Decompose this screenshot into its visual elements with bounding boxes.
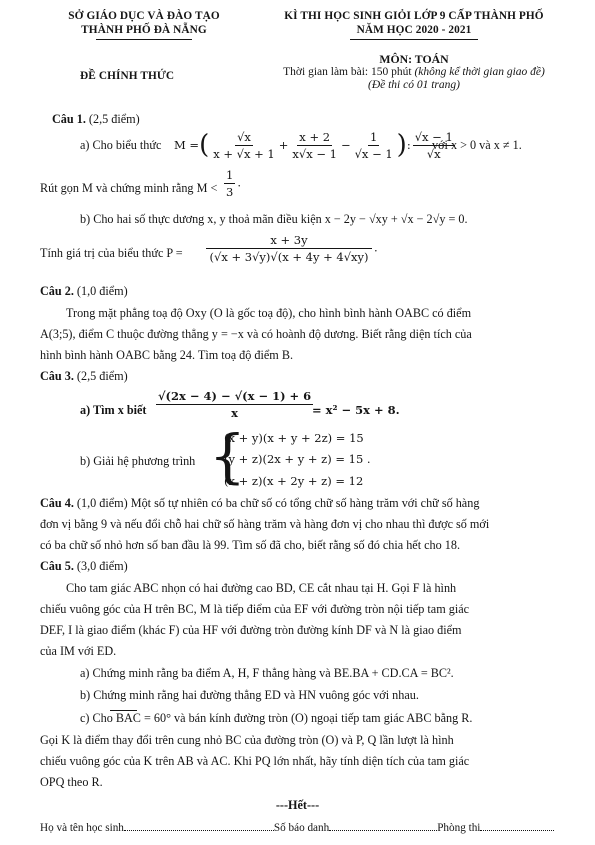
q2-heading [40, 284, 128, 299]
q5-heading [40, 559, 128, 574]
q2-title: Câu 2. [40, 284, 74, 298]
q3-heading [40, 369, 128, 384]
q1-a-prefix: a) Cho biểu thức [80, 138, 162, 152]
system-eq-3: (x + z)(x + 2y + z) = 12 [224, 474, 364, 488]
q4-line-3: có ba chữ số nhỏ hơn số ban đầu là 99. Tìm số đã cho, biết rằng số đó chia hết cho 18. [40, 538, 461, 552]
exam-room-label: Phòng thi [437, 822, 481, 834]
department-line-1: SỞ GIÁO DỤC VÀ ĐÀO TẠO [68, 10, 220, 22]
q3-points: (2,5 điểm) [73, 369, 128, 383]
q5-part-c-line-2: Gọi K là điểm thay đổi trên cung nhỏ BC của đường tròn (O) và P, Q lần lượt là hình [40, 733, 454, 747]
q5-part-c-line-3: chiếu vuông góc của K trên AB và AC. Khi PQ lớn nhất, hãy tính diện tích của tam giác [40, 754, 470, 768]
q1-reduce-text: Rút gọn M và chứng minh rằng M < [40, 181, 218, 195]
q4-title: Câu 4. [40, 496, 74, 510]
q2-line-1: Trong mặt phẳng toạ độ Oxy (O là gốc toạ độ), cho hình bình hành OABC có điểm [66, 306, 472, 320]
q5-title: Câu 5. [40, 559, 74, 573]
fraction-4: $\frac{√x - 1}{√x}$ [414, 129, 453, 161]
q5-paragraph-4: của IM với ED. [40, 644, 117, 658]
header-underline-right [350, 39, 478, 40]
system-brace: { [209, 422, 246, 490]
q1-expression-m: M = ( $\frac{√x}{x + √x + 1}$ + $\frac{x + 2}{x√x - 1}$ − $\frac{1}{√x - 1}$ ) : $\frac{√x - 1}{√x}$ [174, 129, 453, 161]
q3-title: Câu 3. [40, 369, 74, 383]
q1-a-condition: với x > 0 và x ≠ 1. [432, 138, 522, 152]
candidate-number-field[interactable] [329, 821, 437, 831]
time-note: (không kể thời gian giao đề) [414, 66, 545, 78]
q5-paragraph-1: Cho tam giác ABC nhọn có hai đường cao BD, CE cắt nhau tại H. Gọi F là hình [66, 581, 457, 595]
end-marker: ---Hết--- [275, 798, 320, 812]
time-line [244, 66, 584, 78]
left-paren: ( [199, 130, 210, 160]
system-eq-2: (y + z)(2x + y + z) = 15 . [224, 452, 371, 466]
q2-line-2: A(3;5), điểm C thuộc đường thẳng y = −x và có hoành độ dương. Biết rằng diện tích của [40, 327, 472, 341]
one-third-fraction: $\frac{1}{3}$ . [226, 168, 241, 199]
fraction-3: $\frac{1}{√x - 1}$ [354, 129, 393, 161]
q5-paragraph-2: chiếu vuông góc của H trên BC, M là tiếp điểm của EF với đường tròn nội tiếp tam giác [40, 602, 470, 616]
q4-line-2: đơn vị bằng 9 và nếu đổi chỗ hai chữ số hàng trăm và hàng đơn vị cho nhau thì được số mới [40, 517, 490, 531]
q4-line-1-text: (1,0 điểm) Một số tự nhiên có ba chữ số có tổng chữ số hàng trăm với chữ số hàng [73, 496, 480, 510]
fraction-1: $\frac{√x}{x + √x + 1}$ [213, 129, 275, 161]
exam-room-field[interactable] [480, 821, 554, 831]
candidate-number-label: Số báo danh [273, 822, 330, 834]
q3-a-rhs: = x² − 5x + 8. [312, 403, 400, 417]
q3-a-fraction: $\frac{√(2x - 4) - √(x - 1) + 6}{x}$ [158, 389, 312, 420]
subject-title: MÔN: TOÁN [379, 52, 449, 66]
q5-part-c-line-1: c) Cho BAC = 60° và bán kính đường tròn (O) ngoại tiếp tam giác ABC bằng R. [80, 711, 473, 725]
q1-title: Câu 1. [52, 112, 86, 126]
header-underline-left [96, 39, 192, 40]
student-name-field[interactable] [124, 821, 274, 831]
time-text: Thời gian làm bài: 150 phút [283, 66, 415, 78]
m-symbol: M = [174, 138, 200, 152]
q3-b-prefix: b) Giải hệ phương trình [80, 454, 196, 468]
q1-points: (2,5 điểm) [85, 112, 140, 126]
q1-expression-p: $\frac{x + 3y}{(√x + 3√y)√(x + 4y + 4√xy)}$ . [204, 233, 378, 264]
exam-title-line-2: NĂM HỌC 2020 - 2021 [356, 24, 472, 36]
q3-a-prefix: a) Tìm x biết [80, 403, 147, 417]
q2-line-3: hình bình hành OABC bằng 24. Tìm toạ độ điểm B. [40, 348, 293, 362]
system-eq-1: (x + y)(x + y + 2z) = 15 [224, 431, 364, 445]
q1-b-text: b) Cho hai số thực dương x, y thoả mãn điều kiện x − 2y − √xy + √x − 2√y = 0. [80, 212, 468, 226]
q5-part-a: a) Chứng minh rằng ba điểm A, H, F thẳng hàng và BE.BA + CD.CA = BC². [80, 666, 454, 680]
q5-points: (3,0 điểm) [73, 559, 128, 573]
student-name-label: Họ và tên học sinh [40, 822, 124, 834]
fraction-2: $\frac{x + 2}{x√x - 1}$ [292, 129, 337, 161]
q2-points: (1,0 điểm) [73, 284, 128, 298]
exam-title-line-1: KÌ THI HỌC SINH GIỎI LỚP 9 CẤP THÀNH PHỐ [284, 10, 544, 22]
right-paren: ) [396, 130, 407, 160]
q5-part-b: b) Chứng minh rằng hai đường thẳng ED và HN vuông góc với nhau. [80, 688, 419, 702]
q4-line-1 [40, 496, 479, 511]
footer-fields [40, 821, 554, 834]
department-line-2: THÀNH PHỐ ĐÀ NẴNG [81, 24, 207, 36]
arc-mark-bac [110, 710, 137, 711]
pages-note: (Đề thi có 01 trang) [368, 79, 460, 91]
q1-p-prefix: Tính giá trị của biểu thức P = [40, 246, 183, 260]
q5-paragraph-3: DEF, I là giao điểm (khác F) của HF với đường tròn đường kính DF và N là giao điểm [40, 623, 462, 637]
q5-part-c-line-4: OPQ theo R. [40, 775, 103, 789]
q1-heading [52, 112, 140, 127]
official-label: ĐỀ CHÍNH THỨC [80, 70, 175, 82]
